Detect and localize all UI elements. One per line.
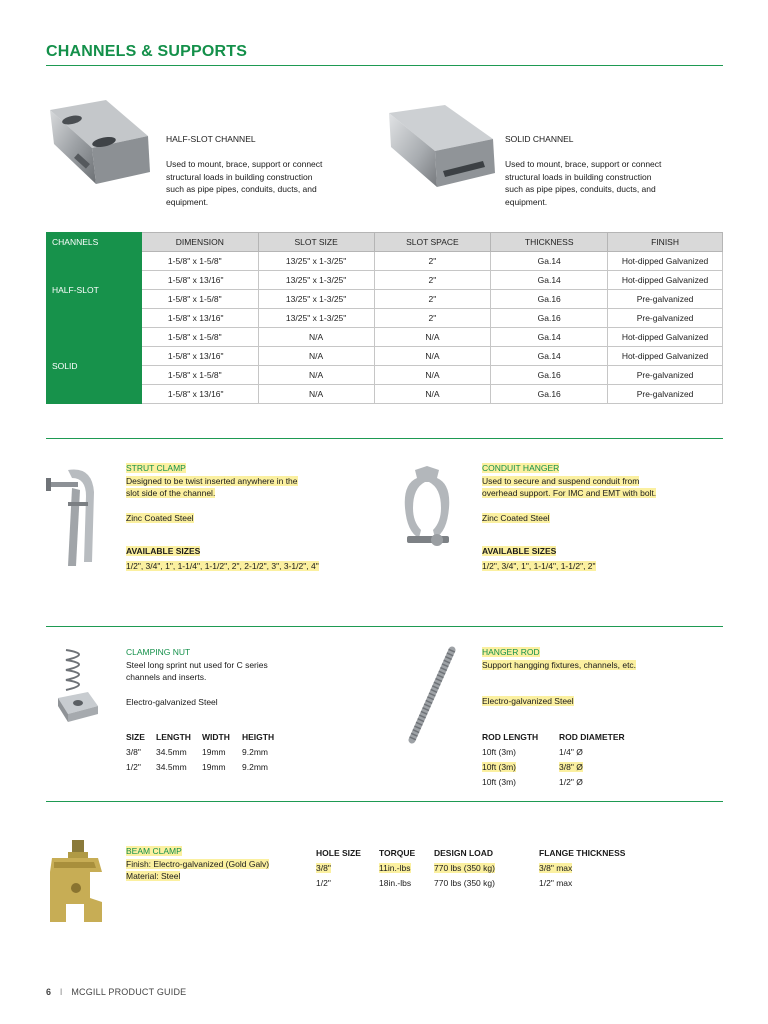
clamping-nut-table xyxy=(126,729,292,774)
table-row xyxy=(47,366,723,385)
table-row xyxy=(482,759,639,774)
cell: 3/8" xyxy=(316,862,331,873)
table-row xyxy=(482,774,639,789)
cell: Hot-dipped Galvanized xyxy=(608,252,723,271)
cell: 1-5/8" x 13/16" xyxy=(141,309,258,328)
group-solid: SOLID xyxy=(47,328,142,404)
cell: Pre-galvanized xyxy=(608,309,723,328)
cell: N/A xyxy=(374,328,491,347)
table-row xyxy=(126,759,292,774)
cell: 9.2mm xyxy=(242,761,268,772)
cell: 3/8" max xyxy=(539,862,573,873)
channel-spec-table xyxy=(46,232,723,404)
group-half-slot: HALF-SLOT xyxy=(47,252,142,328)
conduit-hanger-sizes: 1/2", 3/4", 1", 1-1/4", 1-1/2", 2" xyxy=(482,560,596,571)
col-size: SIZE xyxy=(126,731,145,742)
conduit-hanger-photo xyxy=(397,464,457,554)
strut-clamp-desc-line: Designed to be twist inserted anywhere in the xyxy=(126,475,298,486)
cell: 2" xyxy=(374,309,491,328)
section-divider xyxy=(46,438,723,439)
col-design-load: DESIGN LOAD xyxy=(434,847,494,858)
table-row xyxy=(126,744,292,759)
col-rod-diameter: ROD DIAMETER xyxy=(559,731,625,742)
clamping-nut-desc-line: Steel long sprint nut used for C series xyxy=(126,659,268,670)
conduit-hanger-desc-line: overhead support. For IMC and EMT with bolt. xyxy=(482,488,657,498)
cell: 10ft (3m) xyxy=(482,761,517,772)
cell: 1/2" Ø xyxy=(559,776,583,787)
cell: 1-5/8" x 13/16" xyxy=(141,271,258,290)
clamping-nut-info xyxy=(126,646,268,708)
col-height: HEIGTH xyxy=(242,731,275,742)
cell: 1/4" Ø xyxy=(559,746,583,757)
solid-channel-photo xyxy=(383,101,499,191)
table-row xyxy=(316,875,639,890)
strut-clamp-info xyxy=(126,462,319,572)
cell: 2" xyxy=(374,252,491,271)
col-slot-size: SLOT SIZE xyxy=(258,233,374,252)
cell: 34.5mm xyxy=(156,761,187,772)
cell: 2" xyxy=(374,290,491,309)
cell: N/A xyxy=(374,366,491,385)
cell: 19mm xyxy=(202,761,226,772)
hanger-rod-info xyxy=(482,646,636,708)
cell: 1-5/8" x 13/16" xyxy=(141,347,258,366)
section-divider xyxy=(46,801,723,802)
col-finish: FINISH xyxy=(608,233,723,252)
cell: Pre-galvanized xyxy=(608,366,723,385)
col-hole-size: HOLE SIZE xyxy=(316,847,361,858)
cell: N/A xyxy=(258,328,374,347)
cell: N/A xyxy=(374,347,491,366)
conduit-hanger-material: Zinc Coated Steel xyxy=(482,512,550,523)
cell: 9.2mm xyxy=(242,746,268,757)
solid-channel-title: SOLID CHANNEL xyxy=(505,134,574,144)
strut-clamp-photo xyxy=(46,462,106,572)
col-channels: CHANNELS xyxy=(47,233,142,252)
table-row xyxy=(47,347,723,366)
cell: Ga.16 xyxy=(491,366,608,385)
col-width: WIDTH xyxy=(202,731,230,742)
footer-guide-name: MCGILL PRODUCT GUIDE xyxy=(71,987,187,997)
cell: Ga.16 xyxy=(491,290,608,309)
cell: Pre-galvanized xyxy=(608,290,723,309)
cell: 34.5mm xyxy=(156,746,187,757)
beam-clamp-title: BEAM CLAMP xyxy=(126,846,182,856)
beam-clamp-photo xyxy=(46,838,108,926)
cell: 13/25" x 1-3/25" xyxy=(258,271,374,290)
table-header-row xyxy=(47,233,723,252)
cell: Ga.16 xyxy=(491,385,608,404)
conduit-hanger-title: CONDUIT HANGER xyxy=(482,463,560,473)
section-divider xyxy=(46,626,723,627)
strut-clamp-desc-line: slot side of the channel. xyxy=(126,488,216,498)
cell: 13/25" x 1-3/25" xyxy=(258,252,374,271)
cell: 770 lbs (350 kg) xyxy=(434,862,495,873)
table-row xyxy=(47,309,723,328)
col-length: LENGTH xyxy=(156,731,191,742)
cell: 13/25" x 1-3/25" xyxy=(258,290,374,309)
cell: 2" xyxy=(374,271,491,290)
col-dimension: DIMENSION xyxy=(141,233,258,252)
title-divider xyxy=(46,65,723,66)
clamping-nut-desc-line: channels and inserts. xyxy=(126,672,207,682)
cell: Ga.14 xyxy=(491,252,608,271)
cell: 1/2" xyxy=(126,761,141,772)
hanger-rod-material: Electro-galvanized Steel xyxy=(482,696,574,706)
cell: N/A xyxy=(258,347,374,366)
hanger-rod-title: HANGER ROD xyxy=(482,647,540,657)
footer-separator: I xyxy=(59,987,63,997)
cell: N/A xyxy=(374,385,491,404)
table-row xyxy=(316,860,639,875)
hanger-rod-desc-line: Support hangging fixtures, channels, etc. xyxy=(482,659,637,670)
beam-clamp-material: Material: Steel xyxy=(126,871,181,881)
col-slot-space: SLOT SPACE xyxy=(374,233,491,252)
clamping-nut-photo xyxy=(52,646,102,726)
clamping-nut-title: CLAMPING NUT xyxy=(126,647,191,657)
cell: 1-5/8" x 1-5/8" xyxy=(141,366,258,385)
cell: 13/25" x 1-3/25" xyxy=(258,309,374,328)
cell: 18in.-lbs xyxy=(379,877,412,888)
cell: Ga.16 xyxy=(491,309,608,328)
cell: 1-5/8" x 1-5/8" xyxy=(141,290,258,309)
table-row xyxy=(47,252,723,271)
col-torque: TORQUE xyxy=(379,847,416,858)
col-rod-length: ROD LENGTH xyxy=(482,731,539,742)
cell: N/A xyxy=(258,366,374,385)
cell: 10ft (3m) xyxy=(482,746,517,757)
cell: 10ft (3m) xyxy=(482,776,517,787)
hanger-rod-table xyxy=(482,729,639,789)
cell: Ga.14 xyxy=(491,271,608,290)
cell: 3/8" xyxy=(126,746,141,757)
solid-channel-description: Used to mount, brace, support or connect structural loads in building construction such as pipe pipes, conduits, ducts, and equipment. xyxy=(505,159,662,207)
cell: 19mm xyxy=(202,746,226,757)
cell: Ga.14 xyxy=(491,347,608,366)
cell: 1-5/8" x 1-5/8" xyxy=(141,328,258,347)
page-number: 6 xyxy=(46,987,52,997)
beam-clamp-info xyxy=(126,845,269,883)
table-row xyxy=(47,271,723,290)
cell: 770 lbs (350 kg) xyxy=(434,877,495,888)
conduit-hanger-desc-line: Used to secure and suspend conduit from xyxy=(482,475,640,486)
table-row xyxy=(47,385,723,404)
cell: Hot-dipped Galvanized xyxy=(608,271,723,290)
cell: Hot-dipped Galvanized xyxy=(608,328,723,347)
half-slot-title: HALF-SLOT CHANNEL xyxy=(166,134,256,144)
strut-clamp-sizes-label: AVAILABLE SIZES xyxy=(126,546,201,556)
page-title: CHANNELS & SUPPORTS xyxy=(46,43,248,60)
half-slot-channel-photo xyxy=(44,96,152,188)
strut-clamp-sizes: 1/2", 3/4", 1", 1-1/4", 1-1/2", 2", 2-1/2", 3", 3-1/2", 4" xyxy=(126,560,319,571)
col-thickness: THICKNESS xyxy=(491,233,608,252)
page-footer xyxy=(46,987,186,997)
conduit-hanger-info xyxy=(482,462,656,572)
beam-clamp-finish: Finish: Electro-galvanized (Gold Galv) xyxy=(126,858,270,869)
col-flange-thickness: FLANGE THICKNESS xyxy=(539,847,626,858)
cell: 1/2" xyxy=(316,877,331,888)
cell: 1-5/8" x 13/16" xyxy=(141,385,258,404)
cell: Ga.14 xyxy=(491,328,608,347)
conduit-hanger-sizes-label: AVAILABLE SIZES xyxy=(482,546,557,556)
beam-clamp-table xyxy=(316,845,639,890)
cell: 3/8" Ø xyxy=(559,761,583,772)
cell: 1/2" max xyxy=(539,877,573,888)
table-row xyxy=(482,744,639,759)
cell: Hot-dipped Galvanized xyxy=(608,347,723,366)
half-slot-description: Used to mount, brace, support or connect structural loads in building construction such as pipe pipes, conduits, ducts, and equipment. xyxy=(166,159,323,207)
cell: 1-5/8" x 1-5/8" xyxy=(141,252,258,271)
clamping-nut-material: Electro-galvanized Steel xyxy=(126,696,218,707)
table-row xyxy=(47,290,723,309)
table-row xyxy=(47,328,723,347)
strut-clamp-material: Zinc Coated Steel xyxy=(126,512,194,523)
cell: Pre-galvanized xyxy=(608,385,723,404)
hanger-rod-photo xyxy=(404,646,460,746)
cell: 11in.-lbs xyxy=(379,862,411,873)
strut-clamp-title: STRUT CLAMP xyxy=(126,463,186,473)
cell: N/A xyxy=(258,385,374,404)
